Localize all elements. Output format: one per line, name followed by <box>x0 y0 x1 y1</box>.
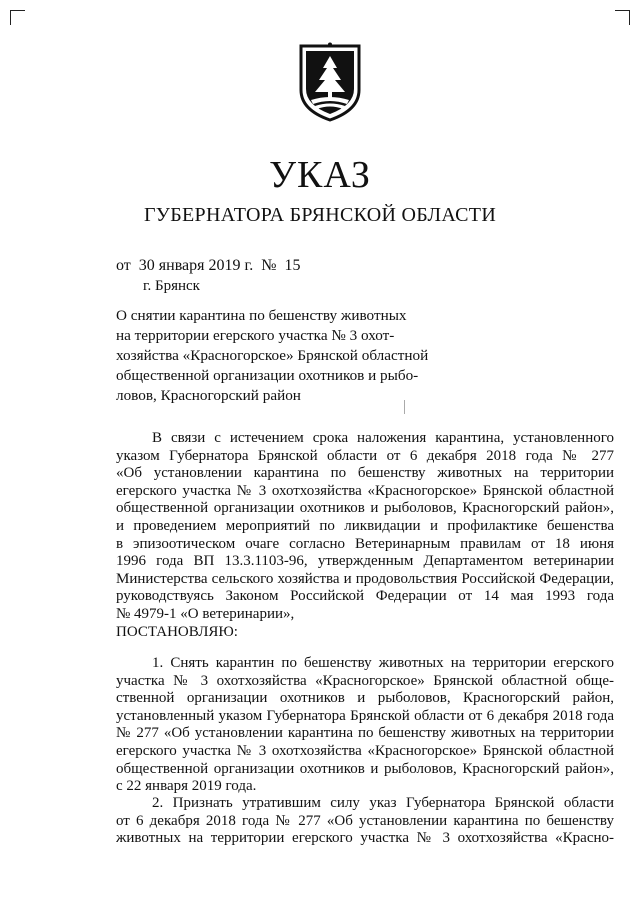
subject-line: О снятии карантина по бешенству животных <box>116 307 407 324</box>
text-line: руководствуясь Законом Российской Федерации от 14 мая 1993 года <box>116 588 614 605</box>
document-title: УКАЗ <box>269 154 371 196</box>
corner-mark-right <box>615 10 630 25</box>
text-line: общественной организации охотников и рыболовов, Красногорский район», <box>116 500 614 517</box>
preamble-paragraph <box>116 430 614 641</box>
text-line: ственной организации охотников и рыболовов, Красногорский район, <box>116 690 614 707</box>
text-line: егерского участка № 3 охотхозяйства «Красногорское» Брянской областной <box>116 482 614 499</box>
text-line: общественной организации охотников и рыболовов, Красногорский район», <box>116 760 614 777</box>
margin-mark <box>404 400 405 414</box>
subject-line: на территории егерского участка № 3 охот- <box>116 327 395 344</box>
text-line: с 22 января 2019 года. <box>116 778 257 795</box>
corner-mark-left <box>10 10 25 25</box>
text-line: в эпизоотическом очаге согласно Ветеринарным правилам от 18 июня <box>116 535 614 552</box>
subject-line: общественной организации охотников и рыбо- <box>116 367 419 384</box>
subject-line: ловов, Красногорский район <box>116 387 301 404</box>
text-line: животных на территории егерского участка № 3 охотхозяйства «Красно- <box>116 830 614 847</box>
city-name: г. Брянск <box>143 278 200 294</box>
text-line: указом Губернатора Брянской области от 6 декабря 2018 года № 277 <box>116 447 614 464</box>
paragraph-2 <box>116 795 614 848</box>
text-line: «Об установлении карантина по бешенству животных на территории <box>116 465 614 482</box>
text-line: 1. Снять карантин по бешенству животных на территории егерского <box>152 655 614 671</box>
coat-of-arms-emblem <box>297 42 363 124</box>
text-line: № 4979-1 «О ветеринарии», <box>116 605 295 622</box>
decree-keyword: ПОСТАНОВЛЯЮ: <box>116 623 238 640</box>
document-subject <box>116 306 436 406</box>
text-line: и проведением мероприятий по ликвидации и профилактике бешенства <box>116 517 614 534</box>
text-line: 2. Признать утратившим силу указ Губернатора Брянской области <box>152 795 614 811</box>
paragraph-1 <box>116 655 614 796</box>
text-line: егерского участка № 3 охотхозяйства «Красногорское» Брянской областной <box>116 742 614 759</box>
date-and-number: от 30 января 2019 г. № 15 <box>116 257 301 274</box>
text-line: В связи с истечением срока наложения карантина, установленного <box>152 430 614 446</box>
text-line: 1996 года ВП 13.3.1103-96, утвержденным Департаментом ветеринарии <box>116 553 614 570</box>
text-line: от 6 декабря 2018 года № 277 «Об установлении карантина по бешенству <box>116 812 614 829</box>
text-line: № 277 «Об установлении карантина по бешенству животных на территории <box>116 725 614 742</box>
text-line: установленный указом Губернатора Брянской области от 6 декабря 2018 года <box>116 707 614 724</box>
subject-line: хозяйства «Красногорское» Брянской областной <box>116 347 429 364</box>
text-line: участка № 3 охотхозяйства «Красногорское» Брянской областной обще- <box>116 672 614 689</box>
document-subtitle: ГУБЕРНАТОРА БРЯНСКОЙ ОБЛАСТИ <box>143 204 497 226</box>
text-line: Министерства сельского хозяйства и продовольствия Российской Федерации, <box>116 570 614 587</box>
